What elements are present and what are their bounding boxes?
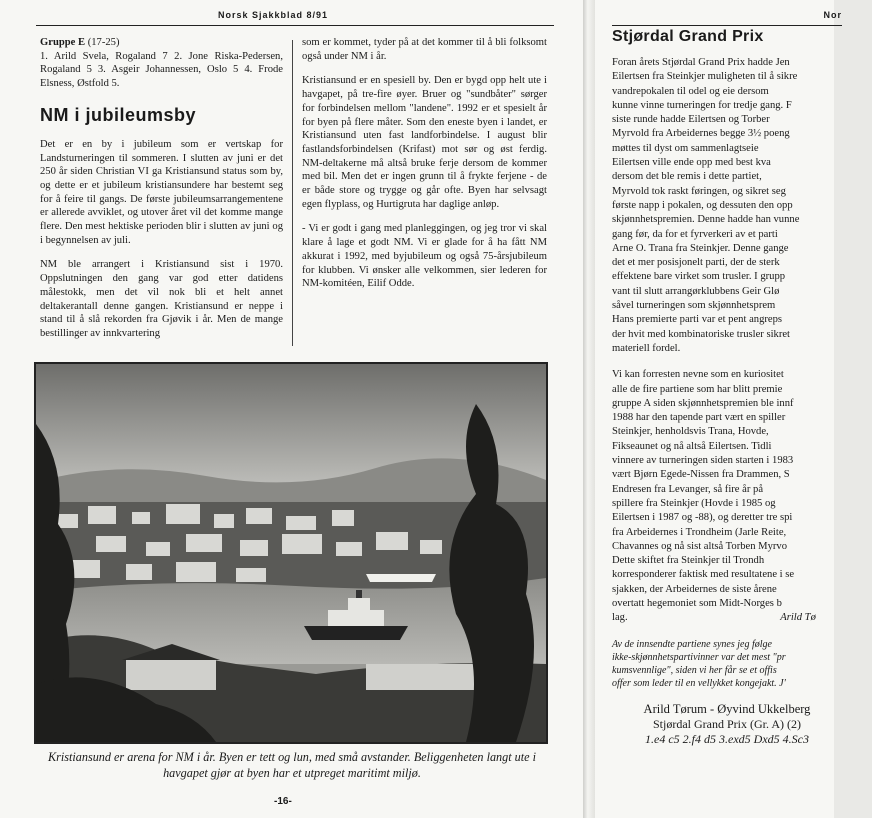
group-title: Gruppe E	[40, 37, 86, 48]
article-column-2	[302, 36, 547, 302]
text-line: det et mer posisjonelt parti, der de sterk	[612, 257, 780, 269]
group-range: (17-25)	[87, 37, 120, 48]
article-column-1	[40, 36, 283, 352]
text-line: Myrvold fra Arbeidernes begge 3½ poeng	[612, 128, 790, 140]
header-rule	[36, 25, 554, 26]
text-line: sjakken, der Arbeidernes de siste årene	[612, 583, 777, 595]
group-results	[40, 36, 283, 91]
text-line: Dette skiftet fra Steinkjer til Trondh	[612, 555, 765, 567]
text-line: vært Bjørn Egede-Nissen fra Drammen, S	[612, 469, 790, 481]
page-gutter	[583, 0, 595, 818]
chess-game-header	[612, 702, 842, 747]
text-line: dersom det ble remis i dette partiet,	[612, 171, 762, 183]
article-headline: NM i jubileumsby	[40, 104, 197, 125]
text-line: vant til slutt arrangørklubbens Geir Glø	[612, 285, 780, 297]
page-number: -16-	[274, 796, 292, 807]
text-line: materiell fordel.	[612, 342, 681, 354]
text-line: Endresen fra Levanger, så fire år på	[612, 483, 764, 495]
right-page	[595, 0, 842, 818]
paragraph: Det er en by i jubileum som er vertskap for Landsturneringen til sommeren. I slutten av juni er det 250 år siden Christian VI ga Kristiansund status som by, og dette er et jubileum kristiansundere har bestemt seg for å feire til gangs. De første jubileumsarrangementene er allerede avviklet, og utover året vil det komme mange flere. Den mest hektiske perioden blir i slutten av juni og i begynnelsen av juli.	[40, 138, 283, 246]
text-line: Eilertsen fra Steinkjer muligheten til å sikre	[612, 71, 798, 83]
text-line-end: lag.	[612, 612, 628, 624]
text-line: korresponderer faktisk med resultatene i se	[612, 569, 795, 581]
article-column	[612, 56, 872, 747]
running-head: Nor	[823, 10, 842, 20]
text-line: siste runde hadde Eilertsen og Torber	[612, 114, 770, 126]
game-moves: 1.e4 c5 2.f4 d5 3.exd5 Dxd5 4.Sc3	[645, 731, 809, 746]
game-players: Arild Tørum - Øyvind Ukkelberg	[643, 701, 811, 716]
text-line: Fikseaunet og nå altså Eilertsen. Tidli	[612, 440, 772, 452]
text-line: gang før, da for et fyrverkeri av et parti	[612, 228, 778, 240]
text-line: såvel turneringen som skjønnhetsprem	[612, 300, 776, 312]
text-line: overtatt hegemoniet som Midt-Norges b	[612, 597, 782, 609]
text-line: alle de fire partiene som har blitt premie	[612, 383, 783, 395]
text-line: første napp i pokalen, og dessuten den opp	[612, 199, 793, 211]
harbor-illustration	[36, 364, 546, 742]
author-signature: Arild Tø	[780, 612, 816, 624]
photo-caption: Kristiansund er arena for NM i år. Byen er tett og lun, med små avstander. Beliggenheten langt ute i havgapet gjør at byen har et utpreget maritimt miljø.	[47, 750, 536, 780]
kristiansund-harbor-photo	[34, 362, 548, 744]
group-results-text: 1. Arild Svela, Rogaland 7 2. Jone Riska-Pedersen, Rogaland 5 3. Asgeir Johannessen, Oslo 5 4. Frode Elsness, Østfold 5.	[40, 50, 283, 90]
text-line: ikke-skjønnhetspartivinner var det mest "pr	[612, 651, 786, 663]
paragraph: NM ble arrangert i Kristiansund sist i 1970. Oppslutningen den gang var god etter datidens målestokk, men det vil nok bli et helt annet deltakerantall denne gangen. Kristiansund er neppe i stand til å slå rekorden fra Gjøvik i år. Men de mange bestillinger av innkvartering	[40, 259, 283, 339]
paragraph: - Vi er godt i gang med planleggingen, og jeg tror vi skal klare å lage et godt NM. Vi er glade for å ha fått NM akkurat i 1992, med byjubileum og også 75-årsjubileum for klubben. Vi ønsker alle velkommen, sier lederen for NM-komitéen, Eilif Odde.	[302, 223, 547, 290]
text-line: Foran årets Stjørdal Grand Prix hadde Jen	[612, 57, 790, 68]
game-event: Stjørdal Grand Prix (Gr. A) (2)	[653, 716, 801, 731]
paragraph: som er kommet, tyder på at det kommer til å bli folksomt også under NM i år.	[302, 37, 547, 62]
text-line: kunne vinne turneringen for tredje gang. F	[612, 99, 792, 111]
text-line: skjønnhetspremien. Denne hadde han vunne	[612, 214, 800, 226]
text-line: Av de innsendte partiene synes jeg følge	[612, 638, 772, 650]
text-line: vinnere av turneringen siden starten i 1983	[612, 455, 794, 467]
paragraph	[612, 368, 872, 625]
text-line: vandrepokalen til odel og eie dersom	[612, 85, 769, 97]
text-line: Arne O. Trana fra Steinkjer. Denne gange	[612, 242, 789, 254]
text-line: Eilertsen i 1987 og -88), og deretter tre spi	[612, 512, 793, 524]
text-line: Chavannes og nå sist altså Torben Myrvo	[612, 540, 788, 552]
text-line: Vi kan forresten nevne som en kuriositet	[612, 369, 784, 381]
column-divider	[292, 40, 293, 346]
article-headline: Stjørdal Grand Prix	[612, 28, 764, 45]
text-line: der hvit med kombinatoriske trusler sikret	[612, 328, 790, 340]
text-line: fra Arbeidernes i Trondheim (Jarle Reite,	[612, 526, 787, 538]
text-line: Eilertsen ville ende opp med best kva	[612, 157, 771, 169]
header-rule	[612, 25, 842, 26]
text-line: Steinkjer, henholdsvis Trana, Hovde,	[612, 426, 769, 438]
text-line	[612, 611, 872, 625]
text-line: møttes til dyst om sammenlagtseie	[612, 142, 759, 154]
editor-note	[612, 638, 872, 690]
paragraph: Kristiansund er en spesiell by. Den er bygd opp helt ute i havgapet, på tre-fire øyer. Bruer og "sundbåter" sørger for forbindelsen mellom "landene". 1992 er et spesielt år for byen på flere måter. Som den eneste byen i landet, er Kristiansund uten fast landforbindelse. I august blir fastlandsforbindelsen (Krifast) mot sør og øst ferdig. NM-deltakerne må altså bruke ferje dersom de kommer med bil. Men det er ingen grunn til å frykte ferjene - de er både store og trygge og går ofte. Byen har selvsagt egen flyplass, og Hurtigruta har daglige anløp.	[302, 75, 547, 210]
text-line: Hans premierte parti var et pent angreps	[612, 314, 783, 326]
paragraph	[612, 56, 872, 356]
text-line: 1988 har den tapende part vært en spiller	[612, 412, 786, 424]
text-line: kumsvennlige", siden vi her får se et offis	[612, 664, 777, 676]
text-line: effektene bare virket som trusler. I grupp	[612, 271, 786, 283]
text-line: gruppe A siden skjønnhetspremien ble innf	[612, 397, 794, 409]
running-head: Norsk Sjakkblad 8/91	[218, 10, 329, 20]
text-line: spillere fra Steinkjer (Hovde i 1985 og	[612, 497, 776, 509]
text-line: Myrvold tok raskt føringen, og sikret seg	[612, 185, 786, 197]
text-line: offer som leder til en vellykket kongejakt. J'	[612, 677, 786, 689]
